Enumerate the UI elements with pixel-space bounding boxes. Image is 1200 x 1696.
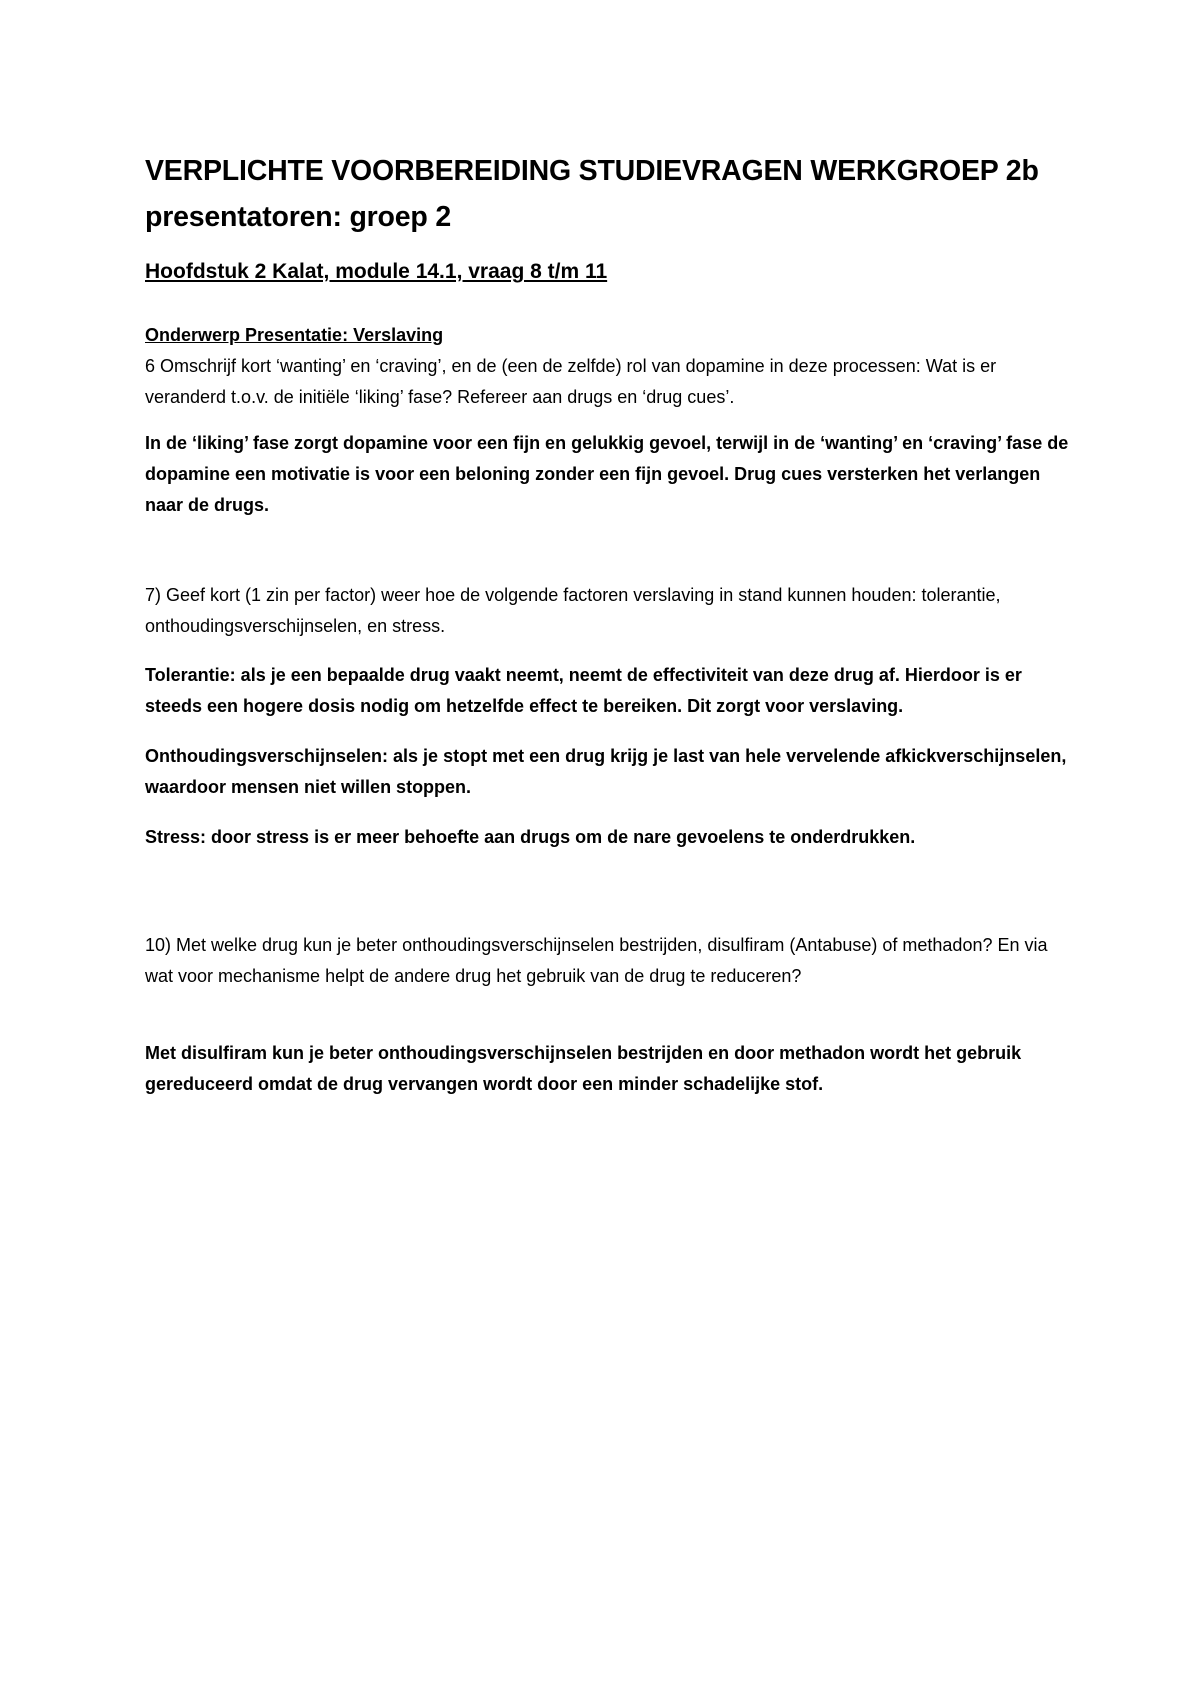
question-7-section xyxy=(145,580,1075,642)
question-6-section xyxy=(145,320,1075,413)
question-7-text: 7) Geef kort (1 zin per factor) weer hoe de volgende factoren verslaving in stand kunnen houden: tolerantie, onthoudingsverschijnselen, en stress. xyxy=(145,585,1001,636)
answer-7-stress xyxy=(145,822,1075,853)
page-title xyxy=(145,148,1075,240)
question-10-section xyxy=(145,930,1075,992)
title-line-2: presentatoren: groep 2 xyxy=(145,201,451,233)
answer-7-onthouding xyxy=(145,741,1075,803)
answer-6-section xyxy=(145,428,1075,521)
chapter-heading: Hoofdstuk 2 Kalat, module 14.1, vraag 8 t/m 11 xyxy=(145,260,608,283)
answer-7-tolerantie xyxy=(145,660,1075,722)
question-6-text: 6 Omschrijf kort ‘wanting’ en ‘craving’, en de (een de zelfde) rol van dopamine in deze processen: Wat is er veranderd t.o.v. de initiële ‘liking’ fase? Refereer aan drugs en ‘drug cues’. xyxy=(145,356,997,407)
answer-7-onthouding-text: Onthoudingsverschijnselen: als je stopt met een drug krijg je last van hele vervelende afkickverschijnselen, waardoor mensen niet willen stoppen. xyxy=(145,746,1067,797)
answer-6-text: In de ‘liking’ fase zorgt dopamine voor een fijn en gelukkig gevoel, terwijl in de ‘wanting’ en ‘craving’ fase de dopamine een motivatie is voor een beloning zonder een fijn gevoel. Drug cues versterken het verlangen naar de drugs. xyxy=(145,433,1069,515)
title-line-1: VERPLICHTE VOORBEREIDING STUDIEVRAGEN WERKGROEP 2b xyxy=(145,155,1039,187)
question-10-text: 10) Met welke drug kun je beter onthoudingsverschijnselen bestrijden, disulfiram (Antabuse) of methadon? En via wat voor mechanisme helpt de andere drug het gebruik van de drug te reduceren? xyxy=(145,935,1048,986)
answer-7-stress-text: Stress: door stress is er meer behoefte aan drugs om de nare gevoelens te onderdrukken. xyxy=(145,827,916,847)
document-content xyxy=(145,148,1075,1094)
answer-10-section xyxy=(145,1038,1075,1100)
topic-heading: Onderwerp Presentatie: Verslaving xyxy=(145,325,444,345)
answer-7-tolerantie-text: Tolerantie: als je een bepaalde drug vaakt neemt, neemt de effectiviteit van deze drug af. Hierdoor is er steeds een hogere dosis nodig om hetzelfde effect te bereiken. Dit zorgt voor verslaving. xyxy=(145,665,1022,716)
answer-10-text: Met disulfiram kun je beter onthoudingsverschijnselen bestrijden en door methadon wordt het gebruik gereduceerd omdat de drug vervangen wordt door een minder schadelijke stof. xyxy=(145,1043,1022,1094)
